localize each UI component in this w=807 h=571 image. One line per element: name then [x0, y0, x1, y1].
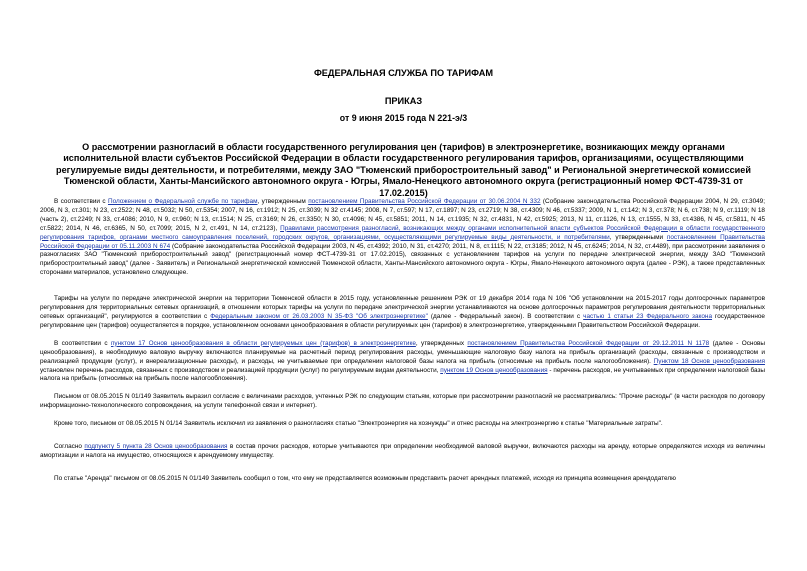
link-disagreement-rules[interactable]: Правилами рассмотрения разногласий, возникающих между органами исполнительной власти субъектов Российской Федерации в области государственного регулирования тарифов, органами местного самоуправления поселений, городских округов, организациями, осуществляющими регулируемые виды деятельности, и потребителями: [40, 224, 765, 241]
text: в состав прочих расходов, которые учитываются при определении необходимой валовой выручки, включаются расходы на аренду, которые определяются исходя из величины амортизации и налога на имущество, относящихся к арендуемому имуществу.: [40, 443, 765, 459]
text: , утвержденных: [415, 339, 468, 347]
paragraph-legal-basis: [40, 198, 765, 278]
text: Согласно: [54, 443, 85, 451]
text: По статье "Аренда" письмом от 08.05.2015 N 01/149 Заявитель сообщил о том, что ему не представляется возможным представить расчет арендных платежей, исходя из принципа возмещения арендодателю: [54, 474, 676, 482]
paragraph-tariffs: [40, 295, 765, 331]
paragraph-pricing-basics: [40, 340, 765, 385]
text: Письмом от 08.05.2015 N 01/149 Заявитель выразил согласие с величинами расходов, учтенных РЭК по следующим статьям, которые при рассмотрении разногласий не рассматривались: "Прочие расходы" (в части расходов по договору информационно-технологического сопровождения, на услуги телефонной связи и интернет).: [40, 393, 765, 410]
text: Кроме того, письмом от 08.05.2015 N 01/14 Заявитель исключил из заявления о разногласиях статью "Электроэнергия на хознужды" и отнес расходы на электроэнергию к статье "Материальные затраты".: [54, 420, 663, 428]
link-federal-law-35fz[interactable]: Федеральным законом от 26.03.2003 N 35-ФЗ "Об электроэнергетике": [210, 312, 428, 320]
link-subclause-5-clause-28[interactable]: подпункту 5 пункта 28 Основ ценообразования: [84, 443, 228, 451]
agency-name: ФЕДЕРАЛЬНАЯ СЛУЖБА ПО ТАРИФАМ: [313, 68, 494, 78]
text: (Собрание законодательства Российской Федерации 2003, N 45, ст.4392; 2010, N 31, ст.4270; 2011, N 8, ст.1115; N 22, ст.3185; 2012, N 45, ст.6245; 2014, N 32, ст.4489), при рассмотрении заявления о разногласиях ЗАО "Тюменский приборостроительный завод" (регистрационный номер ФСТ-4739-31 от 17.02.2015), связанных с установлением тарифов на услуги по передаче электрической энергии, между ЗАО "Тюменский приборостроительный завод" (далее - Заявитель) и Региональной энергетической комиссией Тюменской области, Ханты-Мансийского автономного округа - Югры, Ямало-Ненецкого автономного округа (далее - РЭК), а также представленных сторонами материалов, установлено следующее.: [40, 242, 765, 277]
link-article-23[interactable]: частью 1 статьи 23 Федерального закона: [583, 312, 713, 320]
document-body: [40, 198, 765, 493]
text: государственное регулирование цен (тарифов) осуществляется в порядке, установленном основами ценообразования в области регулируемых цен (тарифов) в электроэнергетике, утвержденными Правительством Российской Федерации.: [40, 312, 765, 329]
text: - перечень расходов, не учитываемых при определении налоговой базы налога на прибыль (относимых на прибыль после налогообложения).: [40, 366, 766, 383]
paragraph-letter-agreement: [40, 393, 765, 411]
paragraph-rent-rule: [40, 443, 765, 461]
text: установлен перечень расходов, связанных с производством и реализацией продукции (услуг) по регулируемым видам деятельности,: [40, 366, 441, 374]
order-title: ПРИКАЗ: [384, 96, 423, 106]
text: (далее - Федеральный закон). В соответствии с: [427, 312, 584, 320]
text: , утвержденными: [609, 233, 667, 241]
link-clause-19[interactable]: пунктом 19 Основ ценообразования: [440, 366, 548, 374]
text: (Собрание законодательства Российской Федерации 2004, N 29, ст.3049; 2006, N 3, ст.301; N 23, ст.2522; N 48, ст.5032; N 50, ст.5354; 2007, N 16, ст.1912; N 25, ст.3039; N 32 ст.4145; 2008, N 7, ст.597; N 17, ст.1897; N 23, ст.2719; N 38, ст.4309; N 46, ст.5337; 2009, N 1, ст.142; N 3, ст.378; N 6, ст.738; N 9, ст.1119; N 18 (часть 2), ст.2249; N 33, ст.4086; 2010, N 9, ст.960; N 13, ст.1514; N 25, ст.3169; N 26, ст.3350; N 30, ст.4096; N 45, ст.5851; 2011, N 14, ст.1935; N 32, ст.4831, N 42, ст.5925; 2013, N 11, ст.1126, N 13, ст.1555, N 33, ст.4386, N 45, ст.5811, N 45 ст.5822; 2014, N 46, ст.6365, N 50, ст.7099; 2015, N 2, ст.491, N 14, ст.2123),: [40, 198, 766, 232]
document-heading: О рассмотрении разногласий в области государственного регулирования цен (тарифов) в электроэнергетике, возникающих между органами исполнительной власти субъектов Российской Федерации в области государственного регулирования тарифов, организациями, осуществляющими регулируемые виды деятельности, и потребителями, между ЗАО "Тюменский приборостроительный завод" и Региональной энергетической комиссией Тюменской области, Ханты-Мансийского автономного округа - Югры, Ямало-Ненецкого автономного округа (регистрационный номер ФСТ-4739-31 от 17.02.2015): [56, 142, 751, 198]
link-clause-17[interactable]: пунктом 17 Основ ценообразования в области регулируемых цен (тарифов) в электроэнергетике: [110, 339, 416, 347]
link-resolution-332[interactable]: постановлением Правительства Российской Федерации от 30.06.2004 N 332: [308, 198, 541, 205]
text: Тарифы на услуги по передаче электрической энергии на территории Тюменской области в 2015 году, установленные решением РЭК от 19 декабря 2014 года N 106 "Об установлении на 2015-2017 годы долгосрочных параметров регулирования для территориальных сетевых организаций, в отношении которых тарифы на услуги по передаче электрической энергии устанавливаются на основе долгосрочных параметров регулирования деятельности территориальных сетевых организаций", регулируются в соответствии с: [40, 295, 765, 320]
paragraph-rent-article: [40, 475, 765, 484]
link-resolution-674[interactable]: постановлением Правительства Российской Федерации от 05.11.2003 N 674: [40, 233, 765, 250]
text: В соответствии с: [54, 198, 108, 205]
text: (далее - Основы ценообразования), в необходимую валовую выручку включаются планируемые на расчетный период регулирования расходы, уменьшающие налоговую базу налога на прибыль организаций (расходы, связанные с производством и реализацией продукции (услуг), и внереализационные расходы), и расходы, не учитываемые при определении налоговой базы налога на прибыль (относимые на прибыль после налогообложения).: [40, 339, 766, 365]
link-resolution-1178[interactable]: постановлением Правительства Российской Федерации от 29.12.2011 N 1178: [467, 339, 710, 347]
link-clause-18[interactable]: Пунктом 18 Основ ценообразования: [653, 357, 765, 365]
paragraph-letter-exclusion: [40, 420, 765, 429]
order-date: от 9 июня 2015 года N 221-э/3: [339, 113, 468, 123]
link-fst-regulation[interactable]: Положением о Федеральной службе по тарифам: [107, 198, 258, 205]
text: , утвержденным: [257, 198, 309, 205]
text: В соответствии с: [54, 339, 111, 347]
